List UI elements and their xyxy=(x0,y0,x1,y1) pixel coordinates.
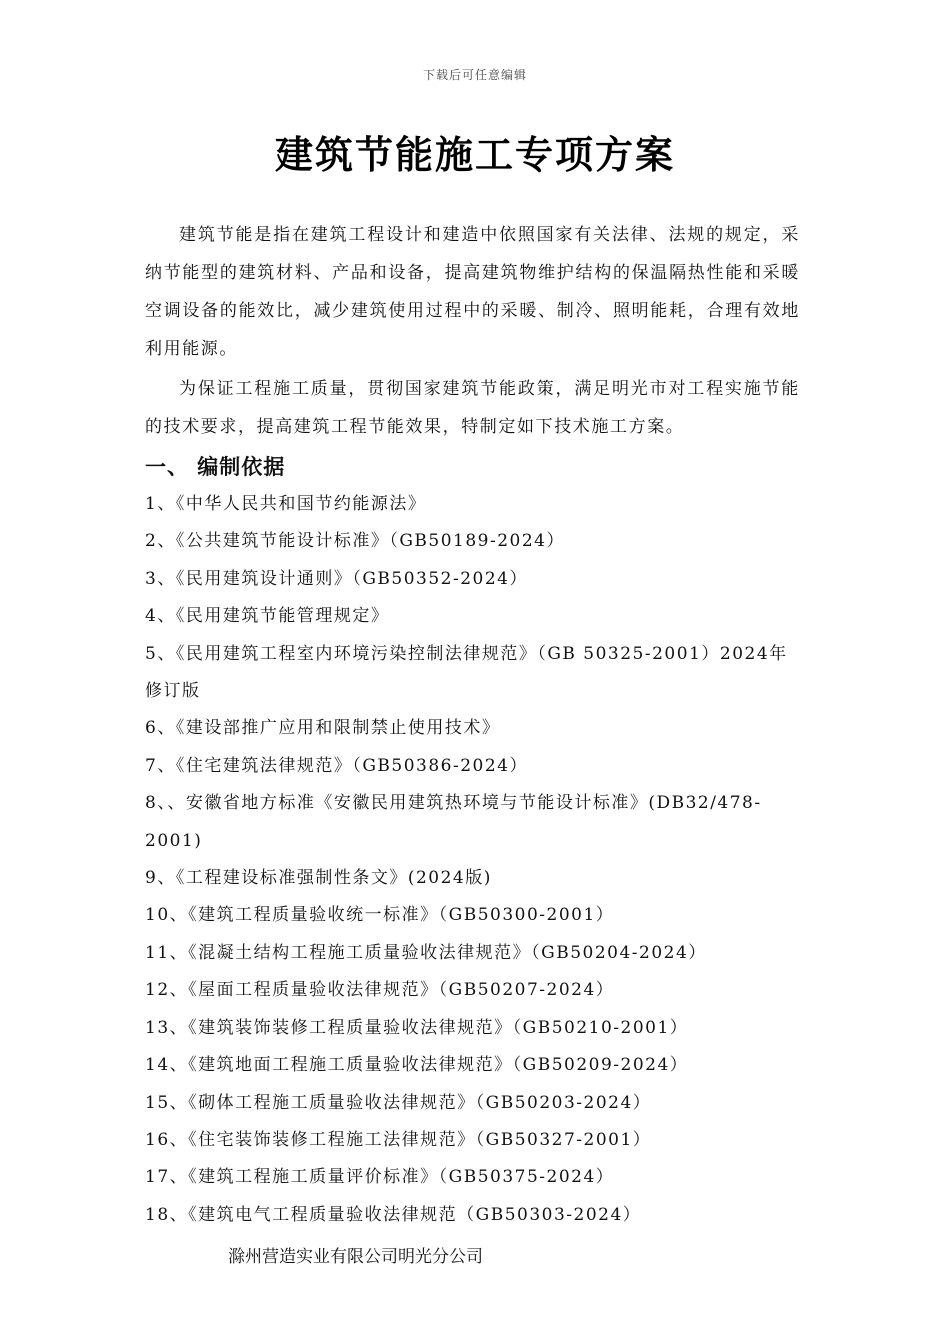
reference-item: 17、《建筑工程施工质量评价标准》（GB50375-2024） xyxy=(145,1167,615,1188)
reference-item: 18、《建筑电气工程质量验收法律规范（GB50303-2024） xyxy=(145,1204,642,1225)
reference-item: 7、《住宅建筑法律规范》（GB50386-2024） xyxy=(145,755,528,776)
reference-item: 4、《民用建筑节能管理规定》 xyxy=(145,606,390,627)
header-note: 下载后可任意编辑 xyxy=(422,68,527,82)
reference-item: 13、《建筑装饰装修工程质量验收法律规范》（GB50210-2001） xyxy=(145,1017,689,1038)
document-body xyxy=(145,216,800,1234)
reference-item: 1、《中华人民共和国节约能源法》 xyxy=(145,494,427,514)
reference-item: 8、、安徽省地方标准《安徽民用建筑热环境与节能设计标准》(DB32/478-2001) xyxy=(145,793,762,851)
reference-item: 10、《建筑工程质量验收统一标准》（GB50300-2001） xyxy=(145,905,615,926)
reference-item: 12、《屋面工程质量验收法律规范》（GB50207-2024） xyxy=(145,980,615,1001)
reference-list xyxy=(145,486,800,1234)
reference-item: 5、《民用建筑工程室内环境污染控制法律规范》（GB 50325-2001）2024年修订版 xyxy=(145,643,788,702)
reference-item: 15、《砌体工程施工质量验收法律规范》（GB50203-2024） xyxy=(145,1092,652,1113)
section-heading-basis: 一、 编制依据 xyxy=(145,455,286,479)
document-title: 建筑节能施工专项方案 xyxy=(274,133,675,177)
footer-company-name: 滁州营造实业有限公司明光分公司 xyxy=(228,1247,483,1267)
reference-item: 3、《民用建筑设计通则》（GB50352-2024） xyxy=(145,568,528,589)
reference-item: 16、《住宅装饰装修工程施工法律规范》（GB50327-2001） xyxy=(145,1129,652,1150)
reference-item: 9、《工程建设标准强制性条文》(2024版) xyxy=(145,868,492,889)
reference-item: 11、《混凝土结构工程施工质量验收法律规范》（GB50204-2024） xyxy=(145,942,707,963)
intro-paragraph-2: 为保证工程施工质量，贯彻国家建筑节能政策，满足明光市对工程实施节能的技术要求，提高建筑工程节能效果，特制定如下技术施工方案。 xyxy=(145,379,800,437)
reference-item: 6、《建设部推广应用和限制禁止使用技术》 xyxy=(145,718,501,739)
reference-item: 2、《公共建筑节能设计标准》（GB50189-2024） xyxy=(145,531,565,552)
intro-paragraph-1: 建筑节能是指在建筑工程设计和建造中依照国家有关法律、法规的规定，采纳节能型的建筑材料、产品和设备，提高建筑物维护结构的保温隔热性能和采暖空调设备的能效比，减少建筑使用过程中的采暖、制冷、照明能耗，合理有效地利用能源。 xyxy=(145,225,800,359)
reference-item: 14、《建筑地面工程施工质量验收法律规范》（GB50209-2024） xyxy=(145,1055,689,1076)
